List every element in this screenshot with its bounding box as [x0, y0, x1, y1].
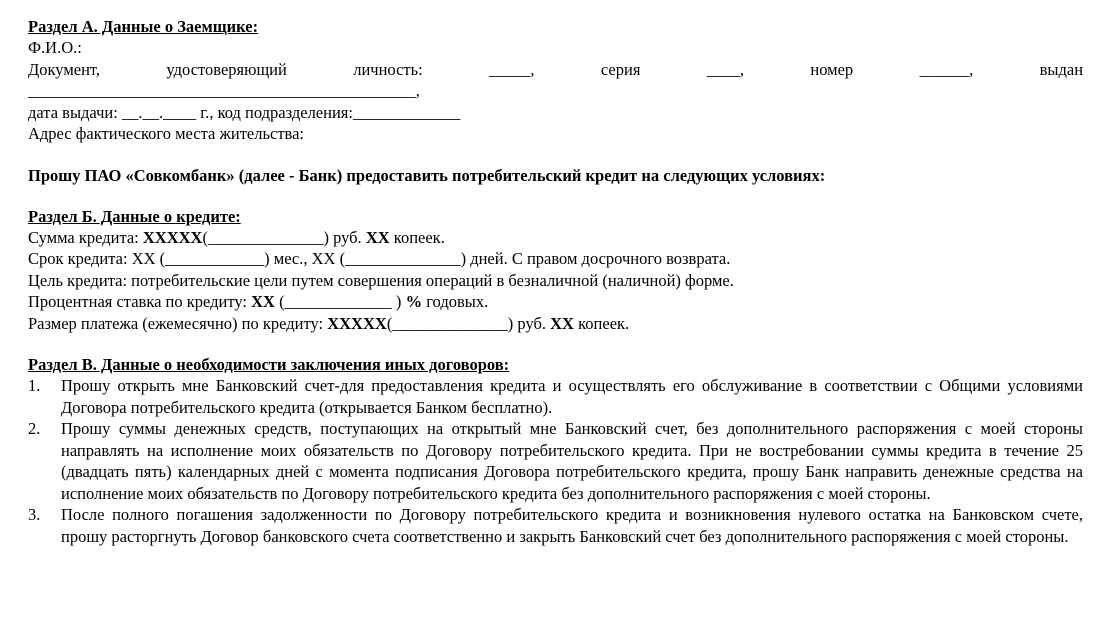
- list-item-text: После полного погашения задолженности по Договору потребительского кредита и возникновения нулевого остатка на Банковском счете, прошу расторгнуть Договор банковского счета соответственно и закрыть Банковский счет без дополнительного распоряжения с моей стороны.: [61, 505, 1083, 546]
- credit-purpose-line: Цель кредита: потребительские цели путем совершения операций в безналичной (наличной) форме.: [28, 270, 734, 290]
- passport-ident-word: удостоверяющий: [166, 59, 287, 79]
- passport-number-word: номер: [810, 59, 854, 79]
- credit-rate-line: Процентная ставка по кредиту: XX (_____________ ) % годовых.: [28, 292, 489, 311]
- issuer-blank-line: _______________________________________________,: [28, 81, 420, 100]
- credit-term-line: Срок кредита: XX (____________) мес., XX (______________) дней. С правом досрочного возврата.: [28, 249, 731, 268]
- list-item: [28, 418, 1083, 504]
- passport-blank-3: ______,: [919, 59, 974, 79]
- list-item: [28, 375, 1083, 418]
- address-line: Адрес фактического места жительства:: [28, 124, 305, 143]
- list-item: [28, 504, 1083, 547]
- list-item-number: 3.: [28, 505, 41, 524]
- list-item-text: Прошу открыть мне Банковский счет-для предоставления кредита и осуществлять его обслуживание в соответствии с Общими условиями Договора потребительского кредита (открывается Банком бесплатно).: [61, 376, 1083, 417]
- passport-series-word: серия: [600, 59, 641, 79]
- credit-request-line: Прошу ПАО «Совкомбанк» (далее - Банк) предоставить потребительский кредит на следующих условиях:: [28, 165, 826, 185]
- issue-date-line: дата выдачи: __.__.____ г., код подразделения:_____________: [28, 102, 461, 122]
- passport-doc-label: Документ,: [28, 59, 101, 79]
- section-v-title: Раздел В. Данные о необходимости заключения иных договоров:: [28, 355, 510, 374]
- credit-amount-line: Сумма кредита: XXXXX(______________) руб. XX копеек.: [28, 227, 445, 247]
- section-a-title: Раздел А. Данные о Заемщике:: [28, 17, 259, 36]
- document-body: [28, 16, 1083, 547]
- spacer-3: [28, 334, 1083, 354]
- passport-blank-2: ____,: [706, 59, 744, 79]
- passport-blank-1: _____,: [489, 59, 535, 79]
- section-v-list: [28, 375, 1083, 547]
- section-b-title: Раздел Б. Данные о кредите:: [28, 206, 241, 226]
- passport-issued-word: выдан: [1039, 59, 1084, 79]
- list-item-text: Прошу суммы денежных средств, поступающих на открытый мне Банковский счет, без дополнительного распоряжения с моей стороны направлять на исполнение моих обязательств по Договору потребительского кредита. При не востребовании суммы кредита в течение 25 (двадцать пять) календарных дней с момента подписания Договора потребительского кредита, прошу Банк направить денежные средства на исполнение моих обязательств по Договору потребительского кредита без дополнительного распоряжения с моей стороны.: [61, 419, 1083, 503]
- credit-payment-line: Размер платежа (ежемесячно) по кредиту: XXXXX(______________) руб. XX копеек.: [28, 313, 630, 333]
- passport-person-word: личность:: [353, 59, 423, 79]
- fio-label: Ф.И.О.:: [28, 38, 82, 57]
- spacer-1: [28, 145, 1083, 165]
- passport-line: [28, 59, 1083, 81]
- list-item-number: 2.: [28, 419, 41, 438]
- list-item-number: 1.: [28, 376, 41, 395]
- spacer-2: [28, 186, 1083, 206]
